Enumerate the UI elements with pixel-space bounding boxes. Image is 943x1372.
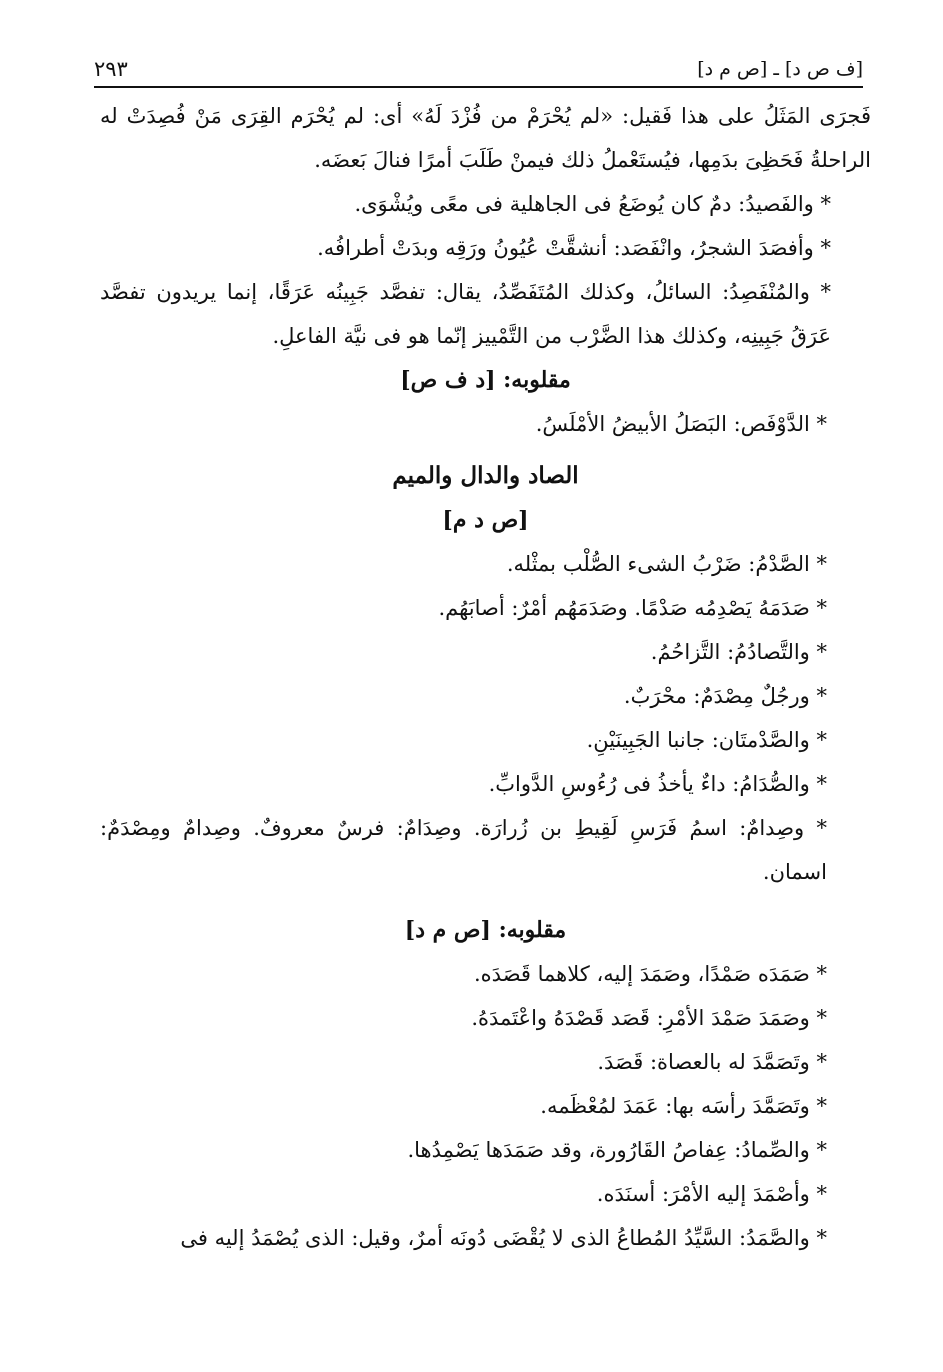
- entry: * وتَصَمَّدَ رأسَه بها: عَمَدَ لمُعْظَمه.: [540, 1094, 827, 1118]
- entry: * وتَصَمَّدَ له بالعصاة: قَصَدَ.: [597, 1050, 827, 1074]
- entry: * ورجُلٌ مِصْدَمٌ: محْرَبٌ.: [623, 684, 827, 708]
- entry: * والصِّمادُ: عِفاصُ القَارُورة، وقد صَمَدَها يَصْمِدُها.: [407, 1138, 827, 1162]
- page-body: [100, 94, 871, 1260]
- entry: * صَدَمَهُ يَصْدِمُه صَدْمًا. وصَدَمَهُم أمْرٌ: أصابَهُم.: [438, 596, 827, 620]
- entry: * وأصْمَدَ إليه الأمْرَ: أسنَدَه.: [596, 1182, 827, 1206]
- chapter-heading: الصاد والدال والميم: [392, 462, 579, 489]
- entry: * صَمَدَه صَمْدًا، وصَمَدَ إليه، كلاهما قَصَدَه.: [474, 962, 827, 986]
- entry: * والصُّدَامُ: داءٌ يأخذُ فى رُءُوسِ الدَّوابِّ.: [488, 772, 827, 796]
- entry: * والصَّدْمتَان: جانبا الجَبِينَيْنِ.: [586, 728, 827, 752]
- entry: * والفَصيدُ: دمٌ كان يُوضَعُ فى الجاهلية فى معًى ويُشْوَى.: [354, 192, 831, 216]
- section-heading: [ص د م]: [442, 507, 529, 533]
- entry: * الدَّوْفَص: البَصَلُ الأبيضُ الأمْلَسُ.: [535, 412, 827, 436]
- entry: * والصَّمَدُ: السَّيِّدُ المُطاعُ الذى لا يُقْضَى دُونَه أمرٌ، وقيل: الذى يُصْمَدُ إليه فى: [180, 1226, 827, 1250]
- entry: * والمُنْفَصِدُ: السائلُ، وكذلك المُتَفَصِّدُ، يقال: تفصَّد جَبِينُه عَرَقًا، إنما يريدون تفصَّد عَرَقُ جَبِينِه، وكذلك هذا الضَّرْب من التَّمْييز إنّما هو فى نيَّة الفاعلِ.: [100, 280, 831, 348]
- section-heading: مقلوبه: [ص م د]: [404, 917, 567, 943]
- page-number: ٢٩٣: [94, 57, 128, 81]
- paragraph: فَجرَى المَثَلُ على هذا فَقيل: «لم يُحْرَمْ من فُزْدَ لَهُ» أى: لم يُحْرَم القِرَى مَنْ فُصِدَتْ له الراحلةُ فَحَظِىَ بدَمِها، فيُستَعْملُ ذلك فيمنْ طَلَبَ أمرًا فنالَ بَعضَه.: [100, 104, 871, 172]
- entry: * وصَمَدَ صَمْدَ الأمْرِ: قَصَد قَصْدَهُ واعْتَمدَهُ.: [471, 1006, 827, 1030]
- entry: * وأفصَدَ الشجرُ، وانْفَصَد: أنشقَّتْ عُيُونُ ورَقِه وبدَتْ أطرافُه.: [317, 236, 831, 260]
- page-header: [94, 52, 863, 88]
- entry: * الصَّدْمُ: ضَرْبُ الشىء الصُّلْب بمثْله.: [506, 552, 827, 576]
- entry: * وصِدامٌ: اسمُ فَرَسِ لَقِيطِ بن زُرارَة. وصِدَامٌ: فرسٌ معروفٌ. وصِدامٌ ومِصْدَمٌ: اسمان.: [100, 816, 827, 884]
- running-head: [ف ص د] ـ [ص م د]: [697, 58, 863, 80]
- section-heading: مقلوبه: [د ف ص]: [400, 367, 571, 393]
- entry: * والتَّصادُمُ: التَّزاحُمُ.: [650, 640, 827, 664]
